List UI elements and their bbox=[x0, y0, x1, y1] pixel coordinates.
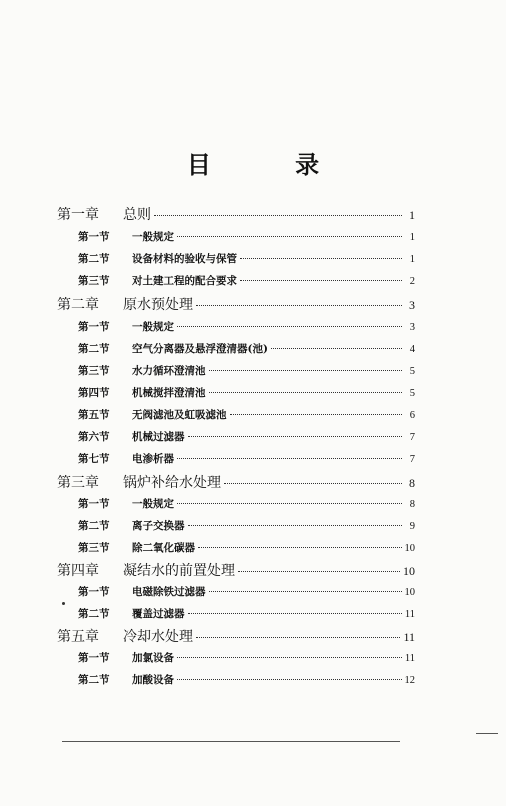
section-number: 第三节 bbox=[78, 542, 110, 554]
dot-leader bbox=[154, 215, 402, 216]
page-number: 7 bbox=[409, 454, 415, 465]
section-title: 覆盖过滤器 bbox=[132, 608, 185, 620]
bottom-rule-fragment bbox=[476, 733, 498, 734]
dot-leader bbox=[177, 657, 402, 658]
dot-leader bbox=[240, 258, 402, 259]
section-number: 第六节 bbox=[78, 431, 110, 443]
section-number: 第三节 bbox=[78, 275, 110, 287]
dot-leader bbox=[196, 305, 402, 306]
dot-leader bbox=[209, 370, 403, 371]
chapter-title: 总则 bbox=[123, 207, 151, 223]
chapter-number: 第三章 bbox=[57, 475, 99, 491]
dot-leader bbox=[198, 547, 402, 548]
dot-leader bbox=[240, 280, 402, 281]
toc-section-3-3[interactable] bbox=[78, 540, 415, 555]
chapter-number: 第一章 bbox=[57, 207, 99, 223]
section-number: 第一节 bbox=[78, 231, 110, 243]
toc-section-2-3[interactable] bbox=[78, 363, 415, 378]
dot-leader bbox=[177, 236, 402, 237]
section-number: 第一节 bbox=[78, 321, 110, 333]
toc-section-2-7[interactable] bbox=[78, 451, 415, 466]
dot-leader bbox=[209, 591, 402, 592]
section-title: 机械搅拌澄清池 bbox=[132, 387, 206, 399]
toc-section-4-1[interactable] bbox=[78, 584, 415, 599]
toc-section-2-1[interactable] bbox=[78, 319, 415, 334]
page-number: 7 bbox=[409, 432, 415, 443]
chapter-title: 冷却水处理 bbox=[123, 629, 193, 645]
dot-leader bbox=[224, 483, 402, 484]
toc-section-5-2[interactable] bbox=[78, 672, 415, 687]
toc-chapter-1[interactable] bbox=[57, 204, 415, 224]
section-number: 第七节 bbox=[78, 453, 110, 465]
page-number: 5 bbox=[409, 366, 415, 377]
section-title: 电磁除铁过滤器 bbox=[132, 586, 206, 598]
toc-section-3-1[interactable] bbox=[78, 496, 415, 511]
section-title: 机械过滤器 bbox=[132, 431, 185, 443]
section-number: 第二节 bbox=[78, 520, 110, 532]
section-number: 第一节 bbox=[78, 652, 110, 664]
toc-chapter-5[interactable] bbox=[57, 626, 415, 646]
dot-leader bbox=[209, 392, 403, 393]
section-number: 第二节 bbox=[78, 674, 110, 686]
dot-leader bbox=[177, 679, 402, 680]
section-number: 第二节 bbox=[78, 608, 110, 620]
dot-leader bbox=[177, 458, 402, 459]
section-number: 第一节 bbox=[78, 586, 110, 598]
page-number: 8 bbox=[409, 476, 415, 490]
section-title: 空气分离器及悬浮澄清器(池) bbox=[132, 343, 268, 355]
chapter-title: 锅炉补给水处理 bbox=[123, 475, 221, 491]
scan-speck bbox=[62, 602, 65, 605]
chapter-number: 第四章 bbox=[57, 563, 99, 579]
dot-leader bbox=[188, 436, 403, 437]
section-title: 对土建工程的配合要求 bbox=[132, 275, 237, 287]
dot-leader bbox=[271, 348, 402, 349]
toc-section-1-1[interactable] bbox=[78, 229, 415, 244]
toc-chapter-3[interactable] bbox=[57, 472, 415, 492]
page-number: 1 bbox=[409, 232, 415, 243]
page-number: 8 bbox=[409, 499, 415, 510]
dot-leader bbox=[196, 637, 400, 638]
chapter-number: 第五章 bbox=[57, 629, 99, 645]
dot-leader bbox=[238, 571, 400, 572]
toc-section-4-2[interactable] bbox=[78, 606, 415, 621]
page-number: 12 bbox=[404, 675, 415, 686]
section-title: 一般规定 bbox=[132, 498, 174, 510]
toc-section-2-4[interactable] bbox=[78, 385, 415, 400]
toc-chapter-4[interactable] bbox=[57, 560, 415, 580]
toc-section-5-1[interactable] bbox=[78, 650, 415, 665]
dot-leader bbox=[188, 525, 403, 526]
page-number: 4 bbox=[409, 344, 415, 355]
page-number: 3 bbox=[409, 298, 415, 312]
section-title: 离子交换器 bbox=[132, 520, 185, 532]
toc-section-2-5[interactable] bbox=[78, 407, 415, 422]
section-title: 设备材料的验收与保管 bbox=[132, 253, 237, 265]
section-title: 除二氧化碳器 bbox=[132, 542, 195, 554]
toc-section-2-2[interactable] bbox=[78, 341, 415, 356]
page-number: 3 bbox=[409, 322, 415, 333]
dot-leader bbox=[177, 503, 402, 504]
page-number: 10 bbox=[404, 587, 415, 598]
section-number: 第一节 bbox=[78, 498, 110, 510]
page-number: 10 bbox=[404, 543, 415, 554]
section-title: 加酸设备 bbox=[132, 674, 174, 686]
page-number: 1 bbox=[409, 254, 415, 265]
page-number: 2 bbox=[409, 276, 415, 287]
section-title: 无阀滤池及虹吸滤池 bbox=[132, 409, 227, 421]
page-number: 11 bbox=[404, 653, 415, 664]
section-number: 第三节 bbox=[78, 365, 110, 377]
page-number: 9 bbox=[409, 521, 415, 532]
section-number: 第二节 bbox=[78, 253, 110, 265]
toc-section-2-6[interactable] bbox=[78, 429, 415, 444]
page-number: 11 bbox=[403, 630, 415, 644]
toc-section-1-2[interactable] bbox=[78, 251, 415, 266]
page-number: 6 bbox=[409, 410, 415, 421]
dot-leader bbox=[230, 414, 403, 415]
page-number: 1 bbox=[409, 208, 415, 222]
toc-chapter-2[interactable] bbox=[57, 294, 415, 314]
section-title: 一般规定 bbox=[132, 231, 174, 243]
section-number: 第四节 bbox=[78, 387, 110, 399]
section-number: 第五节 bbox=[78, 409, 110, 421]
chapter-title: 原水预处理 bbox=[123, 297, 193, 313]
dot-leader bbox=[177, 326, 402, 327]
section-title: 加氯设备 bbox=[132, 652, 174, 664]
section-number: 第二节 bbox=[78, 343, 110, 355]
dot-leader bbox=[188, 613, 402, 614]
page-number: 10 bbox=[403, 564, 415, 578]
chapter-title: 凝结水的前置处理 bbox=[123, 563, 235, 579]
section-title: 一般规定 bbox=[132, 321, 174, 333]
section-title: 电渗析器 bbox=[132, 453, 174, 465]
page-title: 目 录 bbox=[186, 151, 358, 179]
section-title: 水力循环澄清池 bbox=[132, 365, 206, 377]
bottom-rule bbox=[62, 741, 400, 742]
chapter-number: 第二章 bbox=[57, 297, 99, 313]
page-number: 5 bbox=[409, 388, 415, 399]
toc-section-1-3[interactable] bbox=[78, 273, 415, 288]
page-number: 11 bbox=[404, 609, 415, 620]
toc-section-3-2[interactable] bbox=[78, 518, 415, 533]
